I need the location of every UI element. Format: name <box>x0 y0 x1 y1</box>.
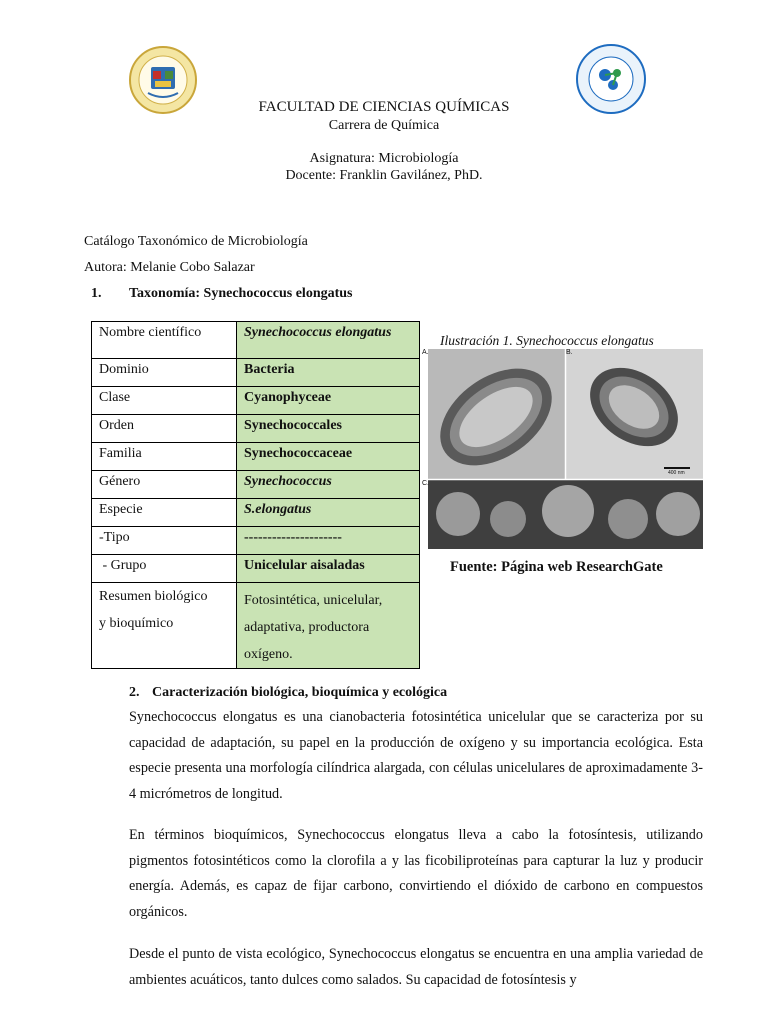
table-value: Unicelular aisaladas <box>237 555 420 583</box>
summary-key-line: Resumen biológico <box>99 589 208 604</box>
micrograph-figure <box>422 349 703 549</box>
table-key: Género <box>92 471 237 499</box>
career-name: Carrera de Química <box>328 118 440 133</box>
table-key: Dominio <box>92 359 237 387</box>
table-value: Synechococcus elongatus <box>237 322 420 359</box>
table-key: Nombre científico <box>92 322 237 359</box>
table-key: Clase <box>92 387 237 415</box>
table-row <box>92 359 420 387</box>
scale-bar-label: 400 nm <box>668 470 685 476</box>
summary-key-line: y bioquímico <box>99 616 174 631</box>
table-value: --------------------- <box>237 527 420 555</box>
section1-number: 1. <box>91 286 102 301</box>
table-row <box>92 499 420 527</box>
panel-label-b: B. <box>566 349 573 356</box>
table-value: Cyanophyceae <box>237 387 420 415</box>
section2-title: Caracterización biológica, bioquímica y ecológica <box>152 685 448 700</box>
summary-value-line: oxígeno. <box>244 647 293 662</box>
figure-source: Fuente: Página web ResearchGate <box>450 559 663 575</box>
table-row <box>92 471 420 499</box>
table-row <box>92 555 420 583</box>
author-line: Autora: Melanie Cobo Salazar <box>84 260 255 275</box>
table-key: Familia <box>92 443 237 471</box>
section2-number: 2. <box>129 685 140 700</box>
table-key: Orden <box>92 415 237 443</box>
summary-value-line: adaptativa, productora <box>244 620 370 635</box>
table-value: Synechococcus <box>237 471 420 499</box>
summary-key <box>92 583 237 669</box>
paragraph: Synechococcus elongatus es una cianobacteria fotosintética unicelular que se caracteriza por su capacidad de adaptación, su papel en la producción de oxígeno y su importancia ecológica. Esta especie presenta una morfología cilíndrica alargada, con células unicelulares de aproximadamente 3-4 micrómetros de longitud. <box>129 709 703 802</box>
faculty-title: FACULTAD DE CIENCIAS QUÍMICAS <box>258 99 510 115</box>
table-value: S.elongatus <box>237 499 420 527</box>
subject-line: Asignatura: Microbiología <box>309 151 459 166</box>
table-value: Synechococcaceae <box>237 443 420 471</box>
paragraph: Desde el punto de vista ecológico, Synechococcus elongatus se encuentra en una amplia variedad de ambientes acuáticos, tanto dulces como salados. Su capacidad de fotosíntesis y <box>129 946 703 988</box>
summary-value <box>237 583 420 669</box>
paragraph: En términos bioquímicos, Synechococcus elongatus lleva a cabo la fotosíntesis, utilizando pigmentos fotosintéticos como la clorofila a y las ficobiliproteínas para capturar la luz y producir energía. Además, es capaz de fijar carbono, convirtiendo el dióxido de carbono en compuestos orgánicos. <box>129 827 703 920</box>
table-key: Especie <box>92 499 237 527</box>
table-row-summary <box>92 583 420 669</box>
table-row <box>92 527 420 555</box>
summary-value-line: Fotosintética, unicelular, <box>244 593 383 608</box>
section1-title: Taxonomía: Synechococcus elongatus <box>129 286 353 301</box>
table-row <box>92 443 420 471</box>
figure-caption: Ilustración 1. Synechococcus elongatus <box>440 333 654 348</box>
panel-label-a: A. <box>422 349 429 356</box>
table-value: Synechococcales <box>237 415 420 443</box>
table-key: - Grupo <box>92 555 237 583</box>
catalog-title: Catálogo Taxonómico de Microbiología <box>84 234 308 249</box>
table-row <box>92 387 420 415</box>
taxonomy-table <box>91 321 420 669</box>
table-row <box>92 415 420 443</box>
table-key: -Tipo <box>92 527 237 555</box>
table-row <box>92 322 420 359</box>
micrograph-image <box>428 349 703 549</box>
table-value: Bacteria <box>237 359 420 387</box>
panel-label-c: C. <box>422 480 429 487</box>
teacher-line: Docente: Franklin Gavilánez, PhD. <box>285 168 483 183</box>
